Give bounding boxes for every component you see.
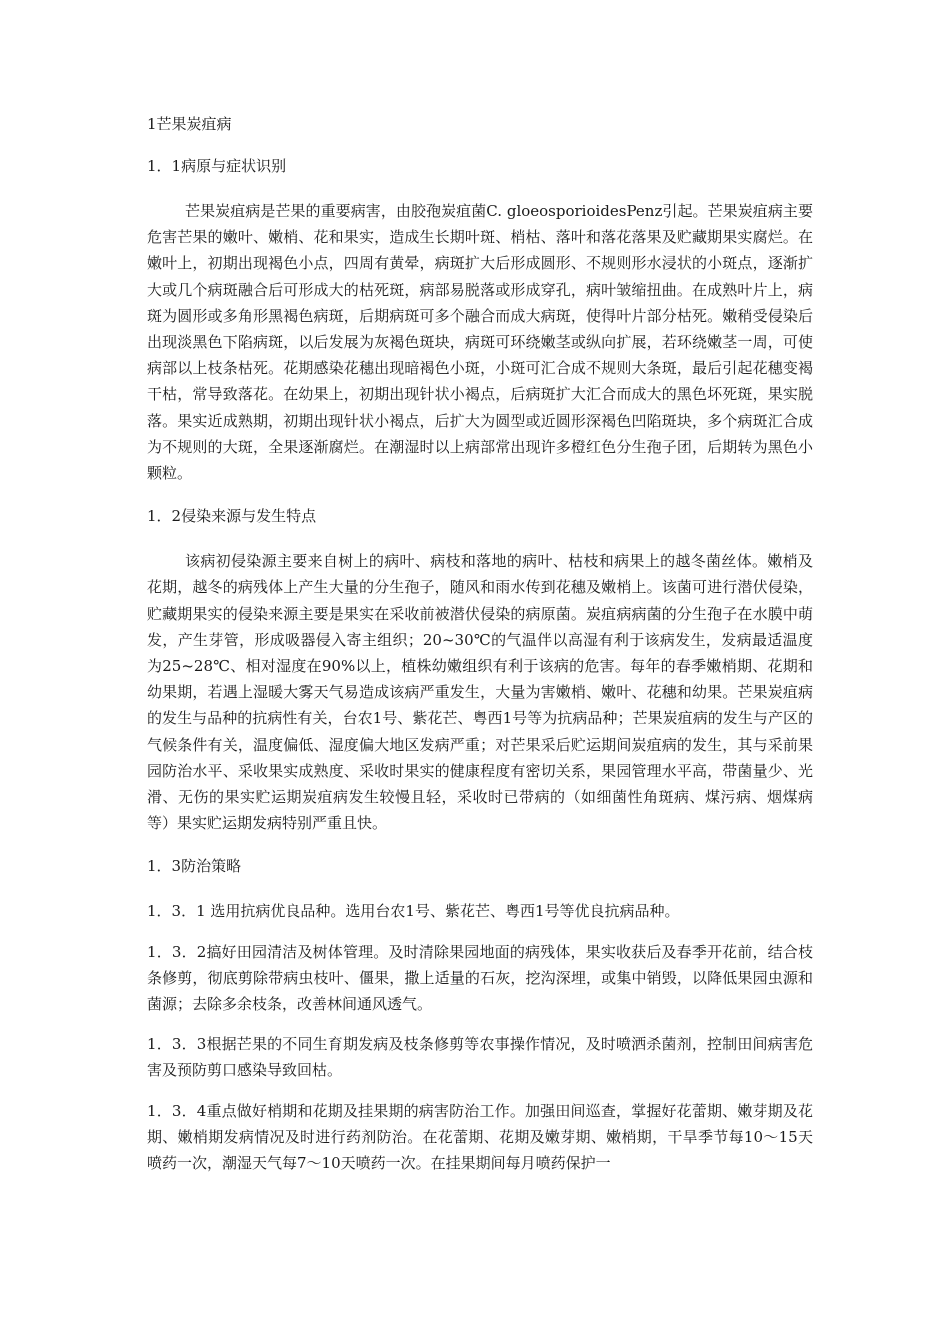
item-1-3-4: 1．3．4重点做好梢期和花期及挂果期的病害防治工作。加强田间巡查，掌握好花蕾期、嫩芽期及花期、嫩梢期发病情况及时进行药剂防治。在花蕾期、花期及嫩芽期、嫩梢期，干旱季节每10～15天喷药一次，潮湿天气每7～10天喷药一次。在挂果期间每月喷药保护一: [147, 1101, 813, 1173]
section-1-title: 1芒果炭疽病: [147, 115, 232, 133]
section-1-2-body: 该病初侵染源主要来自树上的病叶、病枝和落地的病叶、枯枝和病果上的越冬菌丝体。嫩梢及花期，越冬的病残体上产生大量的分生孢子，随风和雨水传到花穗及嫩梢上。该菌可进行潜伏侵染，贮藏期果实的侵染来源主要是果实在采收前被潜伏侵染的病原菌。炭疽病病菌的分生孢子在水膜中萌发，产生芽管，形成吸器侵入寄主组织；20~30℃的气温伴以高湿有利于该病发生，发病最适温度为25~28℃、相对湿度在90%以上，植株幼嫩组织有利于该病的危害。每年的春季嫩梢期、花期和幼果期，若遇上湿暖大雾天气易造成该病严重发生，大量为害嫩梢、嫩叶、花穗和幼果。芒果炭疽病的发生与品种的抗病性有关，台农1号、紫花芒、粤西1号等为抗病品种；芒果炭疽病的发生与产区的气候条件有关，温度偏低、湿度偏大地区发病严重；对芒果采后贮运期间炭疽病的发生，其与采前果园防治水平、采收果实成熟度、采收时果实的健康程度有密切关系，果园管理水平高，带菌量少、光滑、无伤的果实贮运期炭疽病发生较慢且轻，采收时已带病的（如细菌性角斑病、煤污病、烟煤病等）果实贮运期发病特别严重且快。: [147, 552, 813, 833]
item-1-3-1: 1．3．1 选用抗病优良品种。选用台农1号、紫花芒、粤西1号等优良抗病品种。: [147, 902, 680, 921]
section-1-2-title: 1．2侵染来源与发生特点: [147, 507, 317, 526]
section-1-1-title: 1．1病原与症状识别: [147, 157, 287, 175]
document-page: [147, 112, 813, 1176]
section-1-1-body: 芒果炭疽病是芒果的重要病害，由胶孢炭疽菌C. gloeosporioidesPenz引起。芒果炭疽病主要危害芒果的嫩叶、嫩梢、花和果实，造成生长期叶斑、梢枯、落叶和落花落果及贮藏期果实腐烂。在嫩叶上，初期出现褐色小点，四周有黄晕，病斑扩大后形成圆形、不规则形水浸状的小斑点，逐渐扩大或几个病斑融合后可形成大的枯死斑，病部易脱落或形成穿孔，病叶皱缩扭曲。在成熟叶片上，病斑为圆形或多角形黑褐色病斑，后期病斑可多个融合而成大病斑，使得叶片部分枯死。嫩稍受侵染后出现淡黑色下陷病斑，以后发展为灰褐色斑块，病斑可环绕嫩茎或纵向扩展，若环绕嫩茎一周，可使病部以上枝条枯死。花期感染花穗出现暗褐色小斑，小斑可汇合成不规则大条斑，最后引起花穗变褐干枯，常导致落花。在幼果上，初期出现针状小褐点，后病斑扩大汇合而成大的黑色坏死斑，果实脱落。果实近成熟期，初期出现针状小褐点，后扩大为圆型或近圆形深褐色凹陷斑块，多个病斑汇合成为不规则的大斑，全果逐渐腐烂。在潮湿时以上病部常出现许多橙红色分生孢子团，后期转为黑色小颗粒。: [147, 202, 813, 483]
item-1-3-3: 1．3．3根据芒果的不同生育期发病及枝条修剪等农事操作情况，及时喷洒杀菌剂，控制田间病害危害及预防剪口感染导致回枯。: [147, 1035, 813, 1080]
section-1-3-title: 1．3防治策略: [147, 857, 242, 876]
item-1-3-2: 1．3．2搞好田园清洁及树体管理。及时清除果园地面的病残体，果实收获后及春季开花前，结合枝条修剪，彻底剪除带病虫枝叶、僵果，撒上适量的石灰，挖沟深埋，或集中销毁，以降低果园虫源和菌源；去除多余枝条，改善林间通风透气。: [147, 942, 813, 1014]
